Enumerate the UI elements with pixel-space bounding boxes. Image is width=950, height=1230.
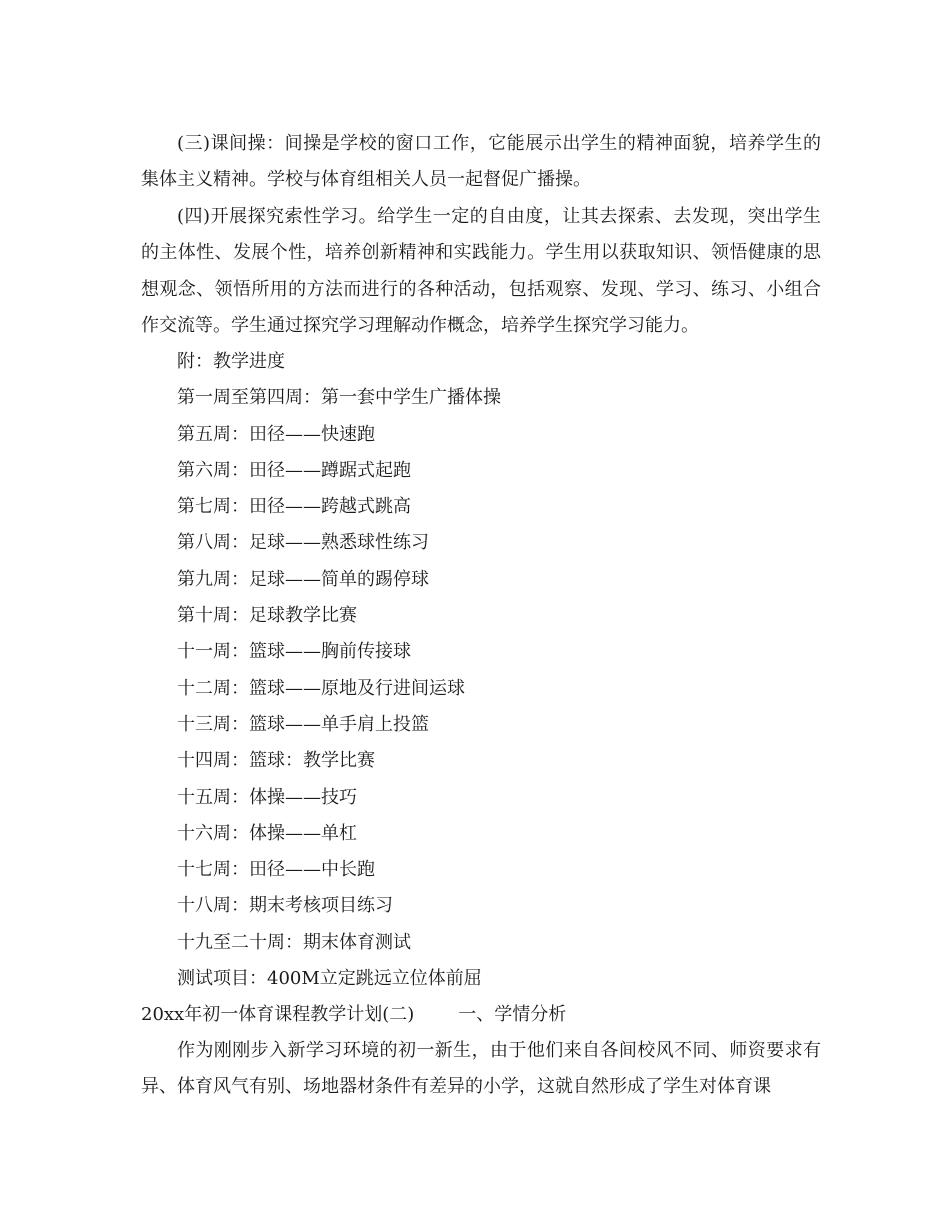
schedule-item: 十二周：篮球——原地及行进间运球: [177, 677, 465, 699]
schedule-item: 十九至二十周：期末体育测试: [177, 931, 411, 953]
test-items: 测试项目：400M立定跳远立位体前屈: [177, 968, 482, 990]
schedule-item: 十六周：体操——单杠: [177, 822, 357, 844]
plan-2-heading-line: [141, 997, 821, 1033]
schedule-item: 十五周：体操——技巧: [177, 786, 357, 808]
analysis-paragraph: 作为刚刚步入新学习环境的初一新生，由于他们来自各间校风不同、师资要求有异、体育风气有别、场地器材条件有差异的小学，这就自然形成了学生对体育课: [141, 1040, 821, 1098]
section-4-paragraph: (四)开展探究索性学习。给学生一定的自由度，让其去探索、去发现，突出学生的主体性、发展个性，培养创新精神和实践能力。学生用以获取知识、领悟健康的思想观念、领悟所用的方法而进行的各种活动，包括观察、发现、学习、练习、小组合作交流等。学生通过探究学习理解动作概念，培养学生探究学习能力。: [141, 206, 821, 336]
section-4: [141, 199, 821, 344]
schedule-item: 第六周：田径——蹲踞式起跑: [177, 459, 411, 481]
schedule-item: 十一周：篮球——胸前传接球: [177, 641, 411, 663]
teaching-schedule: [141, 344, 821, 997]
plan-2-heading: [141, 997, 821, 1033]
schedule-item: 第一周至第四周：第一套中学生广播体操: [177, 387, 501, 409]
schedule-item: 第十周：足球教学比赛: [177, 605, 357, 627]
schedule-item: 第七周：田径——跨越式跳高: [177, 496, 411, 518]
schedule-item: 十八周：期末考核项目练习: [177, 895, 393, 917]
schedule-item: 第五周：田径——快速跑: [177, 423, 375, 445]
schedule-item: 第九周：足球——简单的踢停球: [177, 568, 429, 590]
section-3-paragraph: (三)课间操：间操是学校的窗口工作，它能展示出学生的精神面貌，培养学生的集体主义精神。学校与体育组相关人员一起督促广播操。: [141, 133, 821, 191]
schedule-item: 第八周：足球——熟悉球性练习: [177, 532, 429, 554]
plan-2-title: 20xx年初一体育课程教学计划(二): [141, 1004, 415, 1025]
section-3: [141, 126, 821, 199]
schedule-item: 十七周：田径——中长跑: [177, 859, 375, 881]
schedule-item: 十三周：篮球——单手肩上投篮: [177, 713, 429, 735]
schedule-item: 十四周：篮球：教学比赛: [177, 750, 375, 772]
plan-2-subtitle: 一、学情分析: [458, 1004, 567, 1025]
analysis-section: [141, 1033, 821, 1106]
appendix-title: 附：教学进度: [177, 351, 285, 372]
